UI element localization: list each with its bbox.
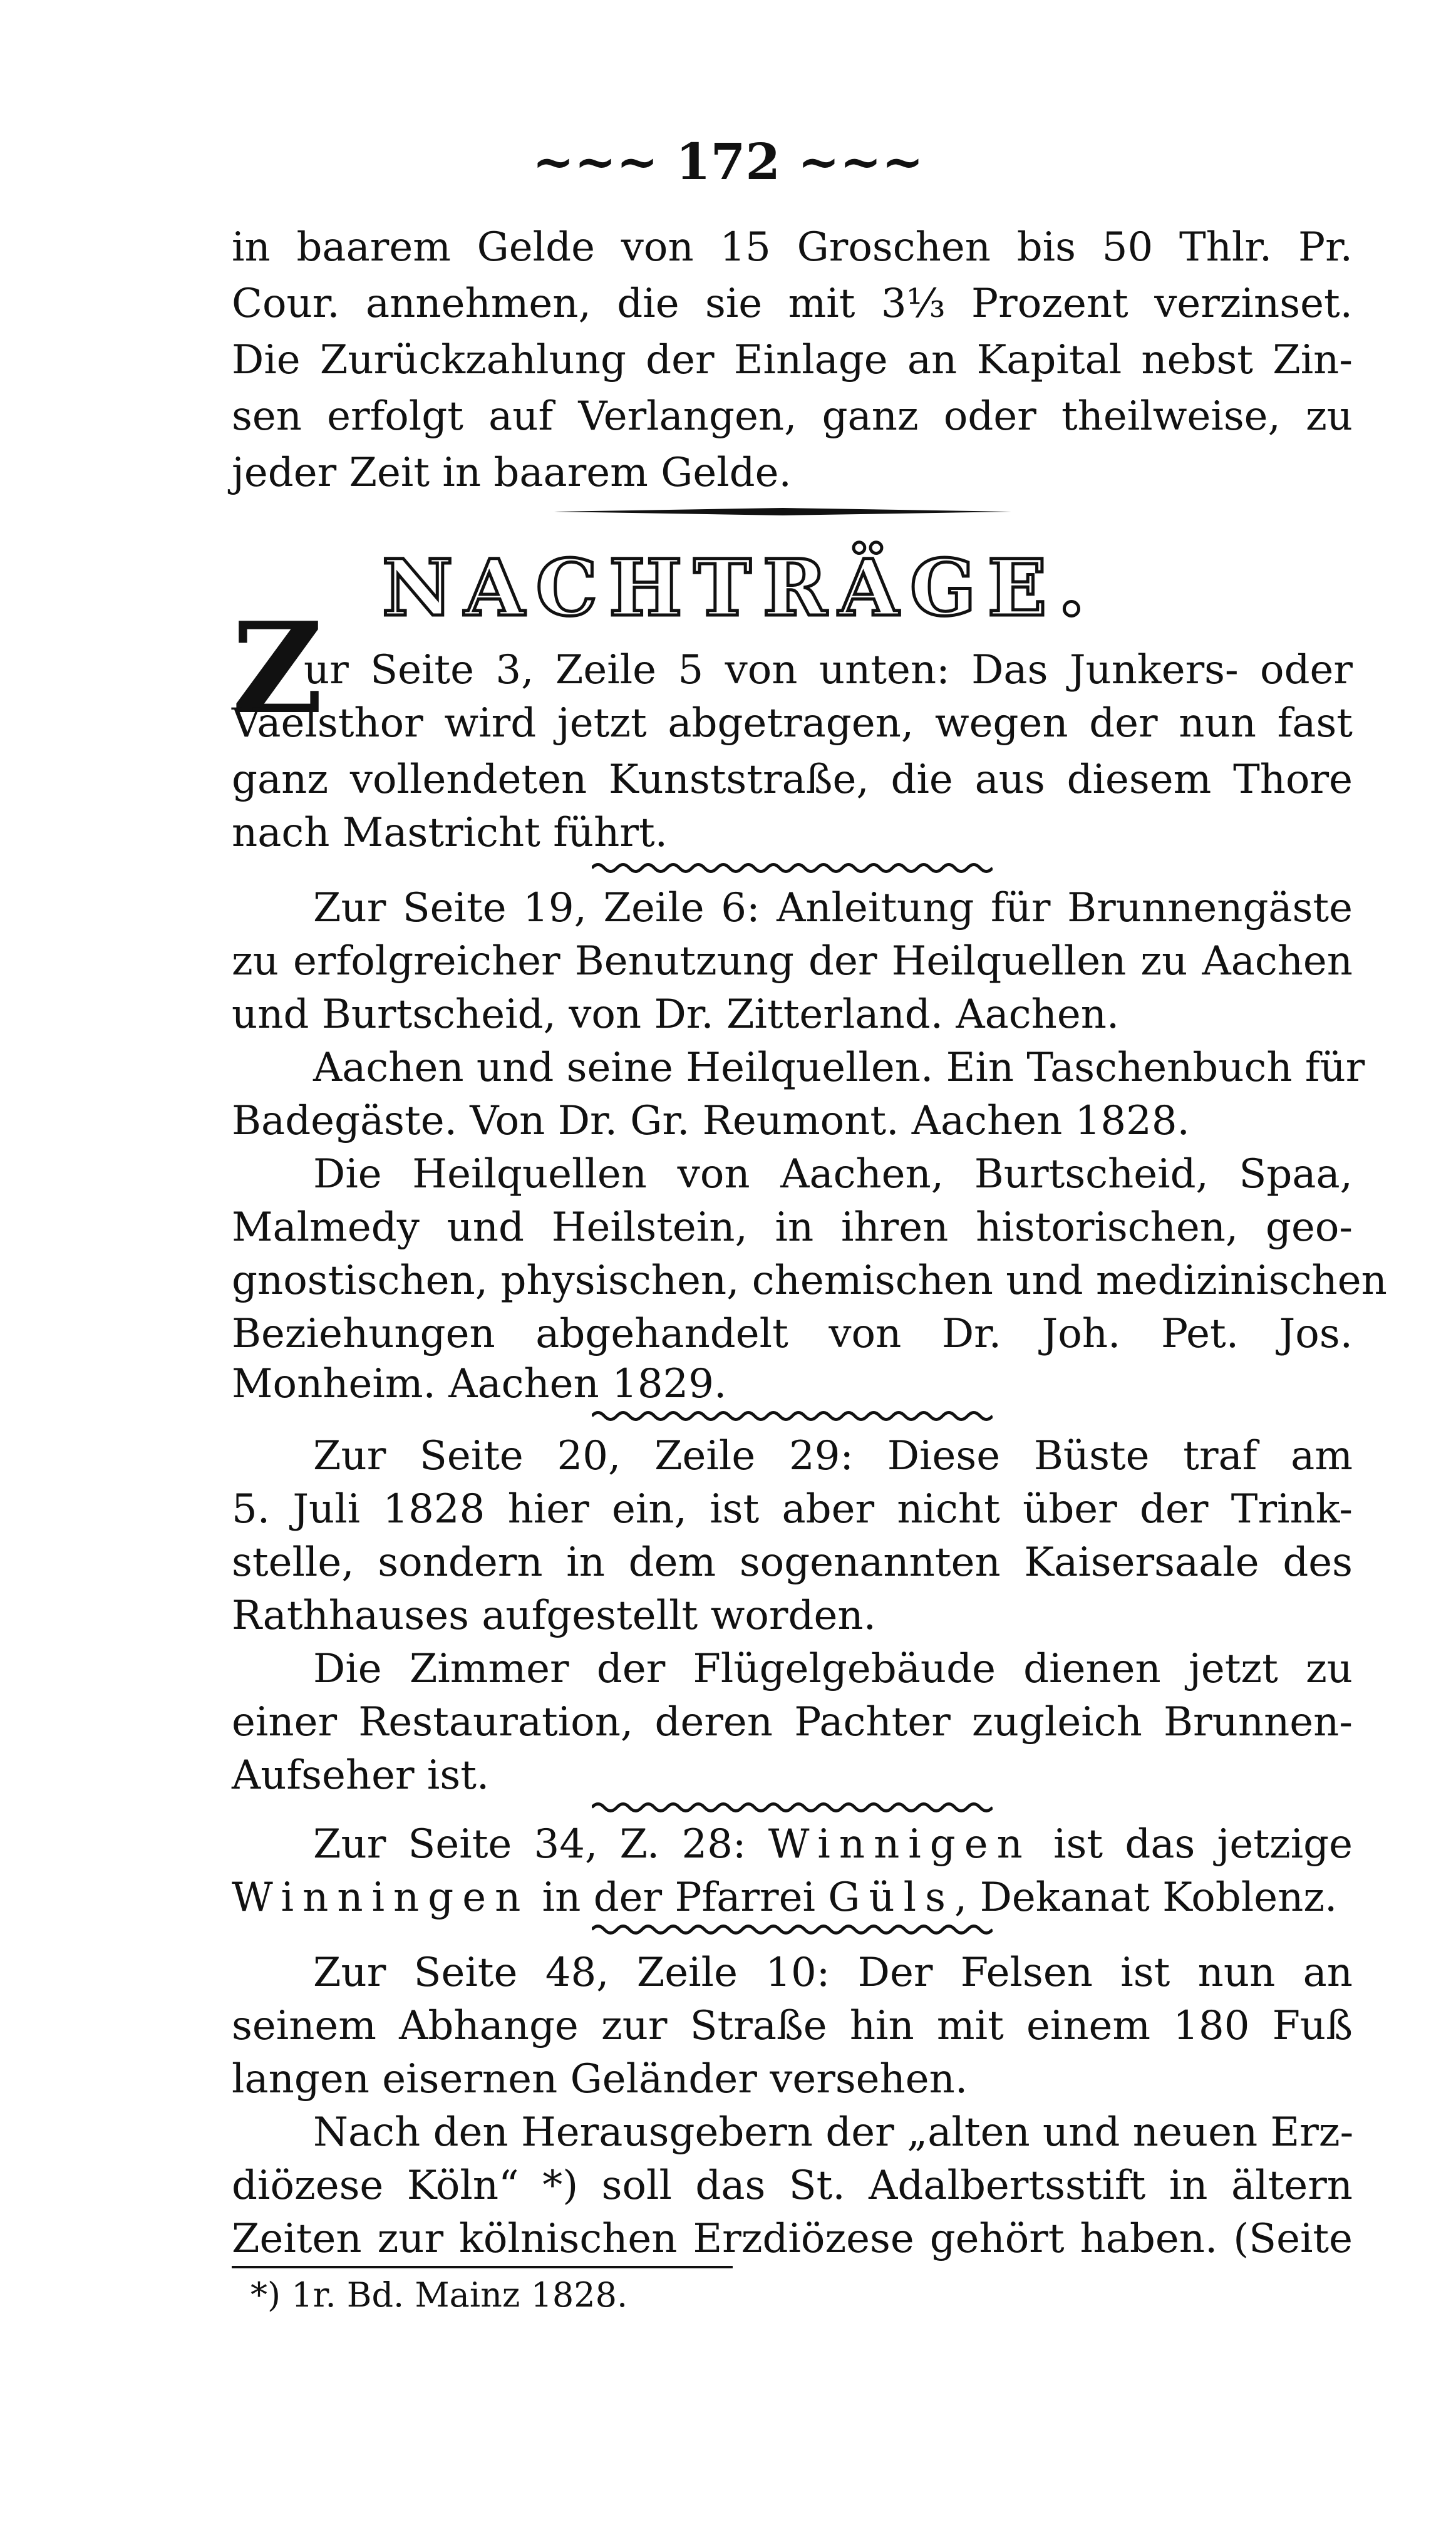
text-line: ganz vollendeten Kunststraße, die aus diesem Thore (232, 757, 1353, 803)
page-number: ~~~ 172 ~~~ (532, 132, 924, 191)
wavy-divider (592, 1801, 993, 1814)
wavy-divider (592, 1923, 993, 1936)
text-line: Zeiten zur kölnischen Erzdiözese gehört haben. (Seite (232, 2216, 1353, 2262)
text-line: nach Mastricht führt. (232, 810, 668, 856)
text-line: Rathhauses aufgestellt worden. (232, 1593, 876, 1639)
wavy-divider (592, 1409, 993, 1423)
drop-cap: Z (232, 595, 323, 742)
footnote-rule (232, 2266, 733, 2268)
text-line (232, 1873, 1353, 1923)
text-line: gnostischen, physischen, chemischen und medizinischen (232, 1258, 1387, 1304)
place-name: Winningen (232, 1874, 530, 1921)
text-line: jeder Zeit in baarem Gelde. (232, 450, 792, 496)
text-line: Zur Seite 20, Zeile 29: Diese Büste traf am (313, 1433, 1353, 1479)
text-segment: ist das jetzige (1053, 1821, 1353, 1868)
text-line: Aachen und seine Heilquellen. Ein Taschenbuch für (313, 1045, 1365, 1091)
text-segment: Zur Seite 34, Z. 28: (313, 1821, 746, 1868)
text-line: Beziehungen abgehandelt von Dr. Joh. Pet. Jos. (232, 1311, 1353, 1357)
text-line: in baarem Gelde von 15 Groschen bis 50 Thlr. Pr. (232, 224, 1353, 271)
text-line: einer Restauration, deren Pachter zugleich Brunnen- (232, 1699, 1353, 1745)
text-line: Cour. annehmen, die sie mit 3⅓ Prozent verzinset. (232, 281, 1353, 327)
text-segment: , Dekanat Koblenz. (954, 1874, 1338, 1921)
place-name: Winnigen (768, 1821, 1031, 1868)
text-line: Monheim. Aachen 1829. (232, 1361, 727, 1407)
text-line: Die Zimmer der Flügelgebäude dienen jetzt zu (313, 1646, 1353, 1692)
text-line: Zur Seite 19, Zeile 6: Anleitung für Brunnengäste (313, 885, 1353, 931)
text-line: 5. Juli 1828 hier ein, ist aber nicht über der Trink- (232, 1486, 1353, 1532)
text-line: Malmedy und Heilstein, in ihren historischen, geo- (232, 1204, 1353, 1251)
text-line: Badegäste. Von Dr. Gr. Reumont. Aachen 1828. (232, 1098, 1190, 1144)
text-line: Die Zurückzahlung der Einlage an Kapital nebst Zin- (232, 337, 1353, 383)
text-line: Zur Seite 48, Zeile 10: Der Felsen ist nun an (313, 1950, 1353, 1996)
footnote: *) 1r. Bd. Mainz 1828. (250, 2275, 628, 2315)
text-segment: in der Pfarrei (542, 1874, 815, 1921)
text-line: Die Heilquellen von Aachen, Burtscheid, Spaa, (313, 1151, 1353, 1197)
section-heading: NACHTRÄGE. (382, 543, 1097, 634)
text-line: ur Seite 3, Zeile 5 von unten: Das Junkers- oder (304, 647, 1353, 693)
wavy-divider (592, 861, 993, 875)
text-line: seinem Abhange zur Straße hin mit einem 180 Fuß (232, 2003, 1353, 2049)
text-line: langen eisernen Geländer versehen. (232, 2056, 968, 2102)
place-name: Güls (828, 1874, 954, 1921)
text-line: zu erfolgreicher Benutzung der Heilquellen zu Aachen (232, 938, 1353, 984)
text-line (313, 1819, 1353, 1869)
text-line: Aufseher ist. (232, 1752, 490, 1799)
text-line: Vaelsthor wird jetzt abgetragen, wegen der nun fast (232, 700, 1353, 747)
text-line: und Burtscheid, von Dr. Zitterland. Aachen. (232, 991, 1120, 1038)
text-line: stelle, sondern in dem sogenannten Kaisersaale des (232, 1539, 1353, 1586)
text-line: Nach den Herausgebern der „alten und neuen Erz- (313, 2109, 1354, 2156)
text-line: diözese Köln“ *) soll das St. Adalbertsstift in ältern (232, 2163, 1353, 2209)
text-line: sen erfolgt auf Verlangen, ganz oder theilweise, zu (232, 393, 1353, 440)
section-divider (554, 507, 1011, 516)
